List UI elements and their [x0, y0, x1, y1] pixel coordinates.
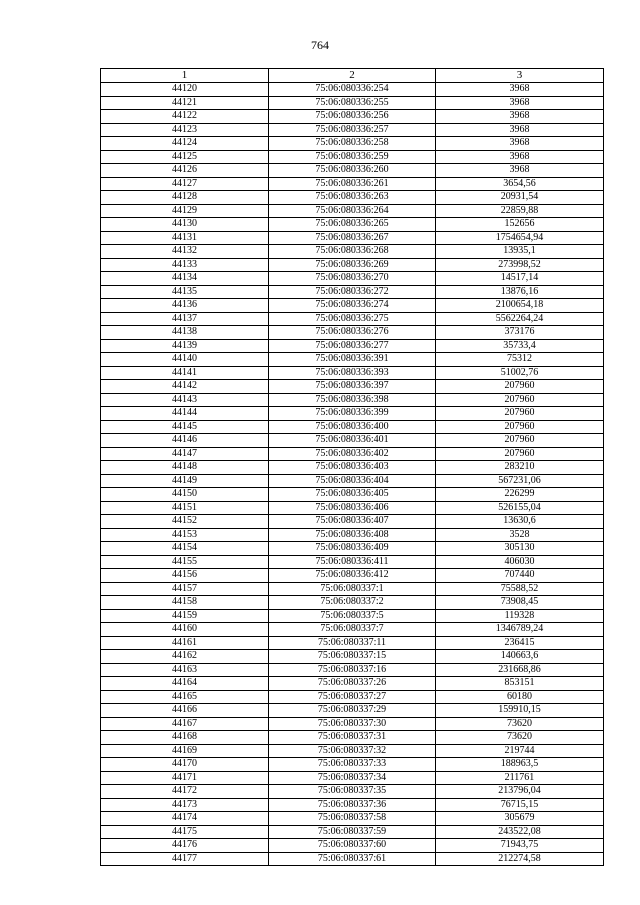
- cadastral-number-cell: 75:06:080336:264: [269, 204, 436, 218]
- row-number-cell: 44162: [101, 650, 269, 664]
- table-row: [101, 150, 604, 164]
- row-number-cell: 44149: [101, 474, 269, 488]
- table-row: [101, 164, 604, 178]
- row-number-cell: 44129: [101, 204, 269, 218]
- cadastral-number-cell: 75:06:080336:404: [269, 474, 436, 488]
- row-number-cell: 44176: [101, 839, 269, 853]
- row-number-cell: 44123: [101, 123, 269, 137]
- table-row: [101, 258, 604, 272]
- cadastral-value-cell: 273998,52: [436, 258, 604, 272]
- table-row: [101, 461, 604, 475]
- cadastral-value-cell: 14517,14: [436, 272, 604, 286]
- table-row: [101, 731, 604, 745]
- cadastral-number-cell: 75:06:080336:268: [269, 245, 436, 259]
- cadastral-number-cell: 75:06:080337:36: [269, 798, 436, 812]
- table-row: [101, 204, 604, 218]
- table-row: [101, 110, 604, 124]
- row-number-cell: 44155: [101, 555, 269, 569]
- cadastral-value-table: [100, 68, 604, 866]
- cadastral-number-cell: 75:06:080336:275: [269, 312, 436, 326]
- cadastral-number-cell: 75:06:080336:255: [269, 96, 436, 110]
- row-number-cell: 44177: [101, 852, 269, 866]
- cadastral-value-cell: 3968: [436, 110, 604, 124]
- table-row: [101, 407, 604, 421]
- cadastral-number-cell: 75:06:080336:393: [269, 366, 436, 380]
- table-row: [101, 852, 604, 866]
- table-row: [101, 582, 604, 596]
- table-row: [101, 650, 604, 664]
- table-row: [101, 231, 604, 245]
- cadastral-value-cell: 3968: [436, 150, 604, 164]
- table-row: [101, 555, 604, 569]
- table-row: [101, 812, 604, 826]
- column-header-3: 3: [436, 69, 604, 83]
- row-number-cell: 44170: [101, 758, 269, 772]
- table-row: [101, 798, 604, 812]
- table-row: [101, 623, 604, 637]
- table-row: [101, 434, 604, 448]
- cadastral-number-cell: 75:06:080337:11: [269, 636, 436, 650]
- cadastral-number-cell: 75:06:080337:30: [269, 717, 436, 731]
- cadastral-number-cell: 75:06:080336:269: [269, 258, 436, 272]
- cadastral-number-cell: 75:06:080336:399: [269, 407, 436, 421]
- row-number-cell: 44131: [101, 231, 269, 245]
- cadastral-value-cell: 305679: [436, 812, 604, 826]
- cadastral-value-cell: 406030: [436, 555, 604, 569]
- cadastral-number-cell: 75:06:080336:391: [269, 353, 436, 367]
- row-number-cell: 44138: [101, 326, 269, 340]
- cadastral-value-cell: 526155,04: [436, 501, 604, 515]
- cadastral-number-cell: 75:06:080337:58: [269, 812, 436, 826]
- table-row: [101, 771, 604, 785]
- table-row: [101, 704, 604, 718]
- row-number-cell: 44120: [101, 83, 269, 97]
- cadastral-value-cell: 152656: [436, 218, 604, 232]
- row-number-cell: 44140: [101, 353, 269, 367]
- cadastral-value-cell: 207960: [436, 420, 604, 434]
- cadastral-value-cell: 207960: [436, 407, 604, 421]
- row-number-cell: 44169: [101, 744, 269, 758]
- row-number-cell: 44164: [101, 677, 269, 691]
- cadastral-number-cell: 75:06:080336:261: [269, 177, 436, 191]
- row-number-cell: 44128: [101, 191, 269, 205]
- row-number-cell: 44165: [101, 690, 269, 704]
- row-number-cell: 44141: [101, 366, 269, 380]
- table-row: [101, 839, 604, 853]
- cadastral-number-cell: 75:06:080336:408: [269, 528, 436, 542]
- row-number-cell: 44143: [101, 393, 269, 407]
- cadastral-value-cell: 305130: [436, 542, 604, 556]
- cadastral-value-cell: 3654,56: [436, 177, 604, 191]
- table-row: [101, 609, 604, 623]
- row-number-cell: 44134: [101, 272, 269, 286]
- table-row: [101, 96, 604, 110]
- cadastral-value-cell: 1346789,24: [436, 623, 604, 637]
- cadastral-value-cell: 71943,75: [436, 839, 604, 853]
- table-body: [101, 83, 604, 866]
- row-number-cell: 44124: [101, 137, 269, 151]
- cadastral-value-cell: 22859,88: [436, 204, 604, 218]
- cadastral-value-cell: 207960: [436, 434, 604, 448]
- row-number-cell: 44160: [101, 623, 269, 637]
- cadastral-value-cell: 283210: [436, 461, 604, 475]
- table-row: [101, 123, 604, 137]
- cadastral-value-cell: 159910,15: [436, 704, 604, 718]
- cadastral-number-cell: 75:06:080336:277: [269, 339, 436, 353]
- cadastral-value-cell: 73620: [436, 731, 604, 745]
- row-number-cell: 44152: [101, 515, 269, 529]
- cadastral-number-cell: 75:06:080336:406: [269, 501, 436, 515]
- row-number-cell: 44122: [101, 110, 269, 124]
- cadastral-number-cell: 75:06:080337:2: [269, 596, 436, 610]
- column-header-1: 1: [101, 69, 269, 83]
- row-number-cell: 44139: [101, 339, 269, 353]
- cadastral-number-cell: 75:06:080336:274: [269, 299, 436, 313]
- cadastral-number-cell: 75:06:080337:31: [269, 731, 436, 745]
- row-number-cell: 44167: [101, 717, 269, 731]
- table-row: [101, 596, 604, 610]
- table-row: [101, 542, 604, 556]
- cadastral-value-cell: 243522,08: [436, 825, 604, 839]
- cadastral-number-cell: 75:06:080336:401: [269, 434, 436, 448]
- cadastral-number-cell: 75:06:080336:265: [269, 218, 436, 232]
- cadastral-value-cell: 3968: [436, 164, 604, 178]
- cadastral-number-cell: 75:06:080336:256: [269, 110, 436, 124]
- table-row: [101, 218, 604, 232]
- cadastral-value-cell: 3968: [436, 137, 604, 151]
- table-row: [101, 677, 604, 691]
- cadastral-value-cell: 119328: [436, 609, 604, 623]
- cadastral-value-cell: 567231,06: [436, 474, 604, 488]
- row-number-cell: 44163: [101, 663, 269, 677]
- table-row: [101, 690, 604, 704]
- row-number-cell: 44146: [101, 434, 269, 448]
- row-number-cell: 44135: [101, 285, 269, 299]
- cadastral-number-cell: 75:06:080336:411: [269, 555, 436, 569]
- row-number-cell: 44171: [101, 771, 269, 785]
- row-number-cell: 44175: [101, 825, 269, 839]
- table-row: [101, 299, 604, 313]
- table-row: [101, 758, 604, 772]
- row-number-cell: 44132: [101, 245, 269, 259]
- cadastral-number-cell: 75:06:080337:7: [269, 623, 436, 637]
- cadastral-number-cell: 75:06:080337:27: [269, 690, 436, 704]
- cadastral-number-cell: 75:06:080337:29: [269, 704, 436, 718]
- table-row: [101, 393, 604, 407]
- row-number-cell: 44173: [101, 798, 269, 812]
- cadastral-number-cell: 75:06:080336:405: [269, 488, 436, 502]
- cadastral-value-cell: 3968: [436, 123, 604, 137]
- cadastral-number-cell: 75:06:080336:276: [269, 326, 436, 340]
- cadastral-number-cell: 75:06:080336:403: [269, 461, 436, 475]
- cadastral-value-cell: 73620: [436, 717, 604, 731]
- cadastral-value-cell: 226299: [436, 488, 604, 502]
- row-number-cell: 44127: [101, 177, 269, 191]
- cadastral-number-cell: 75:06:080337:15: [269, 650, 436, 664]
- cadastral-number-cell: 75:06:080336:259: [269, 150, 436, 164]
- cadastral-number-cell: 75:06:080336:270: [269, 272, 436, 286]
- row-number-cell: 44151: [101, 501, 269, 515]
- cadastral-value-cell: 207960: [436, 393, 604, 407]
- table-row: [101, 380, 604, 394]
- row-number-cell: 44148: [101, 461, 269, 475]
- table-row: [101, 717, 604, 731]
- table-row: [101, 177, 604, 191]
- cadastral-value-cell: 212274,58: [436, 852, 604, 866]
- row-number-cell: 44153: [101, 528, 269, 542]
- row-number-cell: 44142: [101, 380, 269, 394]
- cadastral-number-cell: 75:06:080337:1: [269, 582, 436, 596]
- cadastral-number-cell: 75:06:080336:263: [269, 191, 436, 205]
- table-row: [101, 366, 604, 380]
- cadastral-value-cell: 236415: [436, 636, 604, 650]
- cadastral-value-cell: 13876,16: [436, 285, 604, 299]
- row-number-cell: 44137: [101, 312, 269, 326]
- cadastral-number-cell: 75:06:080337:5: [269, 609, 436, 623]
- cadastral-value-cell: 13630,6: [436, 515, 604, 529]
- cadastral-value-cell: 3968: [436, 96, 604, 110]
- cadastral-value-cell: 219744: [436, 744, 604, 758]
- row-number-cell: 44161: [101, 636, 269, 650]
- table-row: [101, 420, 604, 434]
- cadastral-value-cell: 76715,15: [436, 798, 604, 812]
- cadastral-value-cell: 207960: [436, 380, 604, 394]
- cadastral-value-cell: 75588,52: [436, 582, 604, 596]
- row-number-cell: 44145: [101, 420, 269, 434]
- row-number-cell: 44174: [101, 812, 269, 826]
- cadastral-value-cell: 35733,4: [436, 339, 604, 353]
- cadastral-number-cell: 75:06:080336:409: [269, 542, 436, 556]
- table-row: [101, 474, 604, 488]
- table-row: [101, 501, 604, 515]
- cadastral-number-cell: 75:06:080337:61: [269, 852, 436, 866]
- cadastral-value-cell: 60180: [436, 690, 604, 704]
- cadastral-value-cell: 13935,1: [436, 245, 604, 259]
- row-number-cell: 44136: [101, 299, 269, 313]
- cadastral-value-cell: 1754654,94: [436, 231, 604, 245]
- table-row: [101, 326, 604, 340]
- table-row: [101, 272, 604, 286]
- table-header-row: [101, 69, 604, 83]
- cadastral-value-cell: 140663,6: [436, 650, 604, 664]
- row-number-cell: 44168: [101, 731, 269, 745]
- cadastral-number-cell: 75:06:080337:60: [269, 839, 436, 853]
- row-number-cell: 44125: [101, 150, 269, 164]
- cadastral-value-cell: 5562264,24: [436, 312, 604, 326]
- row-number-cell: 44158: [101, 596, 269, 610]
- cadastral-number-cell: 75:06:080337:59: [269, 825, 436, 839]
- row-number-cell: 44166: [101, 704, 269, 718]
- row-number-cell: 44150: [101, 488, 269, 502]
- table-row: [101, 825, 604, 839]
- cadastral-value-cell: 213796,04: [436, 785, 604, 799]
- cadastral-value-cell: 3968: [436, 83, 604, 97]
- row-number-cell: 44144: [101, 407, 269, 421]
- cadastral-value-cell: 231668,86: [436, 663, 604, 677]
- cadastral-value-cell: 211761: [436, 771, 604, 785]
- cadastral-number-cell: 75:06:080336:397: [269, 380, 436, 394]
- table-row: [101, 191, 604, 205]
- cadastral-number-cell: 75:06:080337:35: [269, 785, 436, 799]
- table-row: [101, 488, 604, 502]
- table-row: [101, 569, 604, 583]
- cadastral-value-cell: 2100654,18: [436, 299, 604, 313]
- cadastral-number-cell: 75:06:080336:257: [269, 123, 436, 137]
- row-number-cell: 44130: [101, 218, 269, 232]
- cadastral-number-cell: 75:06:080337:16: [269, 663, 436, 677]
- table-row: [101, 528, 604, 542]
- table-row: [101, 785, 604, 799]
- cadastral-value-cell: 75312: [436, 353, 604, 367]
- cadastral-value-cell: 707440: [436, 569, 604, 583]
- row-number-cell: 44154: [101, 542, 269, 556]
- table-row: [101, 636, 604, 650]
- cadastral-number-cell: 75:06:080336:412: [269, 569, 436, 583]
- cadastral-number-cell: 75:06:080336:258: [269, 137, 436, 151]
- table-row: [101, 312, 604, 326]
- column-header-2: 2: [269, 69, 436, 83]
- row-number-cell: 44147: [101, 447, 269, 461]
- table-row: [101, 245, 604, 259]
- table-row: [101, 137, 604, 151]
- cadastral-number-cell: 75:06:080336:267: [269, 231, 436, 245]
- cadastral-number-cell: 75:06:080336:254: [269, 83, 436, 97]
- row-number-cell: 44126: [101, 164, 269, 178]
- cadastral-number-cell: 75:06:080337:26: [269, 677, 436, 691]
- cadastral-number-cell: 75:06:080337:32: [269, 744, 436, 758]
- table-row: [101, 285, 604, 299]
- table-row: [101, 663, 604, 677]
- cadastral-number-cell: 75:06:080336:398: [269, 393, 436, 407]
- cadastral-number-cell: 75:06:080336:402: [269, 447, 436, 461]
- cadastral-value-cell: 188963,5: [436, 758, 604, 772]
- table-row: [101, 353, 604, 367]
- row-number-cell: 44133: [101, 258, 269, 272]
- cadastral-number-cell: 75:06:080336:272: [269, 285, 436, 299]
- cadastral-value-cell: 51002,76: [436, 366, 604, 380]
- cadastral-number-cell: 75:06:080336:260: [269, 164, 436, 178]
- cadastral-value-cell: 207960: [436, 447, 604, 461]
- table-row: [101, 744, 604, 758]
- cadastral-value-cell: 853151: [436, 677, 604, 691]
- page-number: 764: [311, 38, 329, 52]
- row-number-cell: 44121: [101, 96, 269, 110]
- cadastral-number-cell: 75:06:080336:407: [269, 515, 436, 529]
- cadastral-number-cell: 75:06:080337:34: [269, 771, 436, 785]
- cadastral-value-cell: 373176: [436, 326, 604, 340]
- cadastral-value-cell: 20931,54: [436, 191, 604, 205]
- table-row: [101, 339, 604, 353]
- row-number-cell: 44157: [101, 582, 269, 596]
- cadastral-value-cell: 3528: [436, 528, 604, 542]
- cadastral-number-cell: 75:06:080337:33: [269, 758, 436, 772]
- table-row: [101, 515, 604, 529]
- row-number-cell: 44159: [101, 609, 269, 623]
- row-number-cell: 44156: [101, 569, 269, 583]
- table-row: [101, 447, 604, 461]
- row-number-cell: 44172: [101, 785, 269, 799]
- cadastral-value-cell: 73908,45: [436, 596, 604, 610]
- cadastral-number-cell: 75:06:080336:400: [269, 420, 436, 434]
- table-row: [101, 83, 604, 97]
